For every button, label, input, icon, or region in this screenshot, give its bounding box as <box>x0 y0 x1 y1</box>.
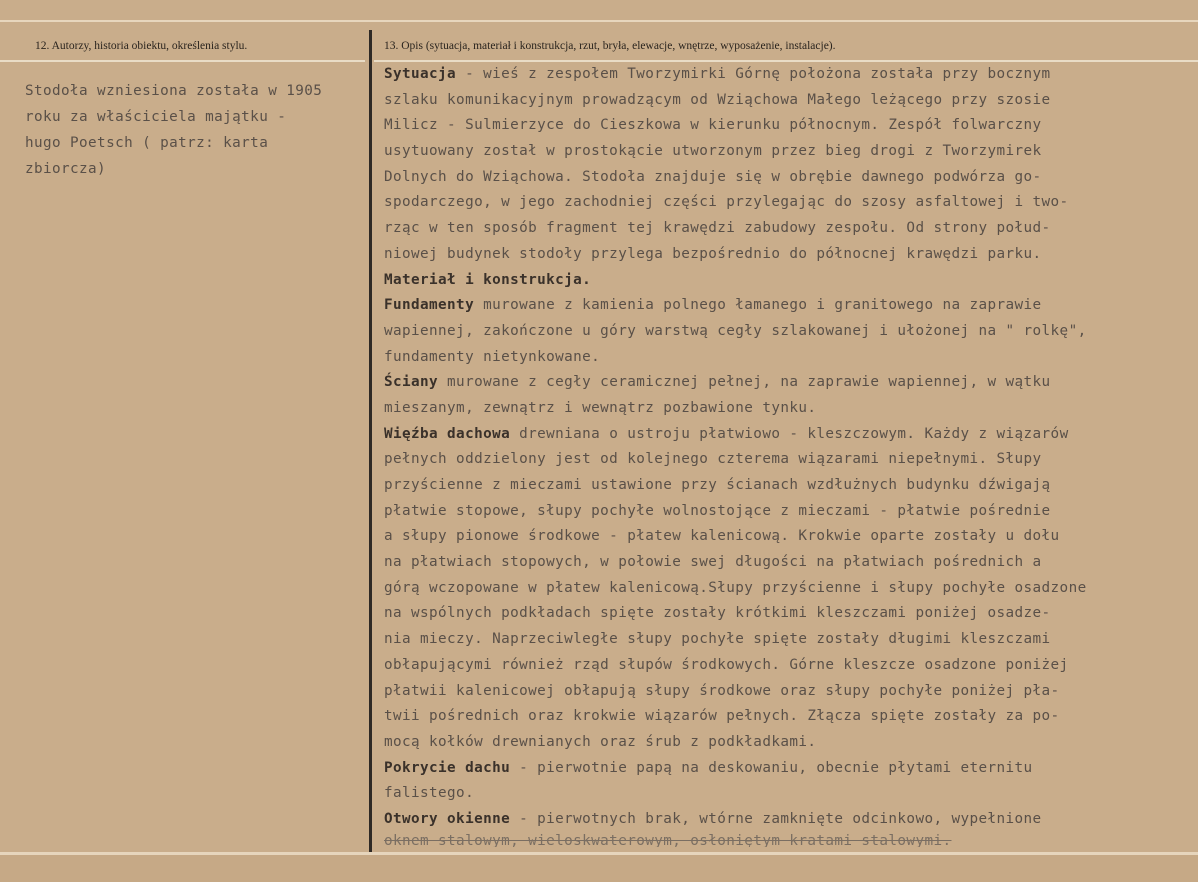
text-line: Dolnych do Wziąchowa. Stodoła znajduje się w obrębie dawnego podwórza go- <box>384 168 1042 185</box>
top-rule <box>0 20 1198 22</box>
text-span: - wieś z zespołem Tworzymirki Górnę położona została przy bocznym <box>456 66 1051 82</box>
text-line: fundamenty nietynkowane. <box>384 348 601 365</box>
text-line <box>384 756 1184 782</box>
heading-window-openings: Otwory okienne <box>384 810 511 827</box>
text-span: - pierwotnie papą na deskowaniu, obecnie płytami eternitu <box>510 759 1033 776</box>
text-line <box>384 62 1184 88</box>
heading-roofing: Pokrycie dachu <box>384 759 511 776</box>
text-line: Milicz - Sulmierzyce do Cieszkowa w kierunku północnym. Zespół folwarczny <box>384 117 1042 134</box>
description-text <box>384 62 1184 847</box>
text-line: mieszanym, zewnątrz i wewnątrz pozbawione tynku. <box>384 399 817 416</box>
text-line <box>384 293 1184 319</box>
text-span: murowane z kamienia polnego łamanego i granitowego na zaprawie <box>474 297 1042 314</box>
text-line: spodarczego, w jego zachodniej części przylegając do szosy asfaltowej i two- <box>384 194 1069 211</box>
column-divider <box>369 30 372 868</box>
text-line <box>384 268 1184 294</box>
heading-situation: Sytuacja <box>384 66 457 82</box>
text-line: pełnych oddzielony jest od kolejnego czterema wiązarami niepełnymi. Słupy <box>384 451 1042 468</box>
section-12-header: 12. Autorzy, historia obiektu, określenia stylu. <box>35 40 248 52</box>
text-line: falistego. <box>384 785 475 802</box>
text-line: twii pośrednich oraz krokwie wiązarów pełnych. Złącza spięte zostały za po- <box>384 708 1060 725</box>
text-span: murowane z cegły ceramicznej pełnej, na zaprawie wapiennej, w wątku <box>438 374 1051 391</box>
text-span: drewniana o ustroju płatwiowo - kleszczowym. Każdy z wiązarów <box>510 425 1069 442</box>
text-line: mocą kołków drewnianych oraz śrub z podkładkami. <box>384 733 817 750</box>
authors-history-text <box>25 78 365 182</box>
text-line <box>384 422 1184 448</box>
text-line-cut-off: oknem stalowym, wieloskwaterowym, osłoniętym kratami stalowymi. <box>384 832 952 847</box>
text-line: płatwie stopowe, słupy pochyłe wolnostojące z mieczami - płatwie pośrednie <box>384 502 1051 519</box>
text-line: na płatwiach stopowych, w połowie swej długości na płatwiach pośrednich a <box>384 554 1042 571</box>
section-13-header: 13. Opis (sytuacja, materiał i konstrukcja, rzut, bryła, elewacje, wnętrze, wyposażenie, instalacje). <box>384 40 836 52</box>
text-line: hugo Poetsch ( patrz: karta <box>25 135 269 151</box>
text-line: obłapującymi również rząd słupów środkowych. Górne kleszcze osadzone poniżej <box>384 656 1069 673</box>
text-line: szlaku komunikacyjnym prowadzącym od Wziąchowa Małego leżącego przy szosie <box>384 91 1051 108</box>
text-span: - pierwotnych brak, wtórne zamknięte odcinkowo, wypełnione <box>510 810 1042 827</box>
text-line: niowej budynek stodoły przylega bezpośrednio do północnej krawędzi parku. <box>384 245 1042 262</box>
text-line: wapiennej, zakończone u góry warstwą cegły szlakowanej i ułożonej na " rolkę", <box>384 322 1087 339</box>
text-line: przyścienne z mieczami ustawione przy ścianach wzdłużnych budynku dźwigają <box>384 477 1051 493</box>
text-line: Stodoła wzniesiona została w 1905 <box>25 83 323 99</box>
text-line: nia mieczy. Naprzeciwległe słupy pochyłe spięte zostały długimi kleszczami <box>384 631 1051 648</box>
text-line: rząc w ten sposób fragment tej krawędzi zabudowy zespołu. Od strony połud- <box>384 220 1051 237</box>
heading-foundations: Fundamenty <box>384 297 475 314</box>
text-line <box>384 807 1184 833</box>
text-line <box>384 370 1184 396</box>
heading-walls: Ściany <box>384 374 439 391</box>
header-rule-left <box>0 60 365 62</box>
text-line: a słupy pionowe środkowe - płatew kalenicową. Krokwie oparte zostały u dołu <box>384 528 1060 545</box>
text-line: na wspólnych podkładach spięte zostały krótkimi kleszczami poniżej osadze- <box>384 605 1051 622</box>
heading-material-construction: Materiał i konstrukcja. <box>384 271 592 288</box>
text-line: zbiorcza) <box>25 161 107 177</box>
text-line: górą wczopowane w płatew kalenicową.Słupy przyścienne i słupy pochyłe osadzone <box>384 579 1087 596</box>
text-line: płatwii kalenicowej obłapują słupy środkowe oraz słupy pochyłe poniżej pła- <box>384 682 1060 699</box>
text-line: roku za właściciela majątku - <box>25 109 287 125</box>
text-line: usytuowany został w prostokącie utworzonym przez bieg drogi z Tworzymirek <box>384 143 1042 160</box>
heading-roof-truss: Więźba dachowa <box>384 425 511 442</box>
bottom-edge <box>0 855 1198 882</box>
